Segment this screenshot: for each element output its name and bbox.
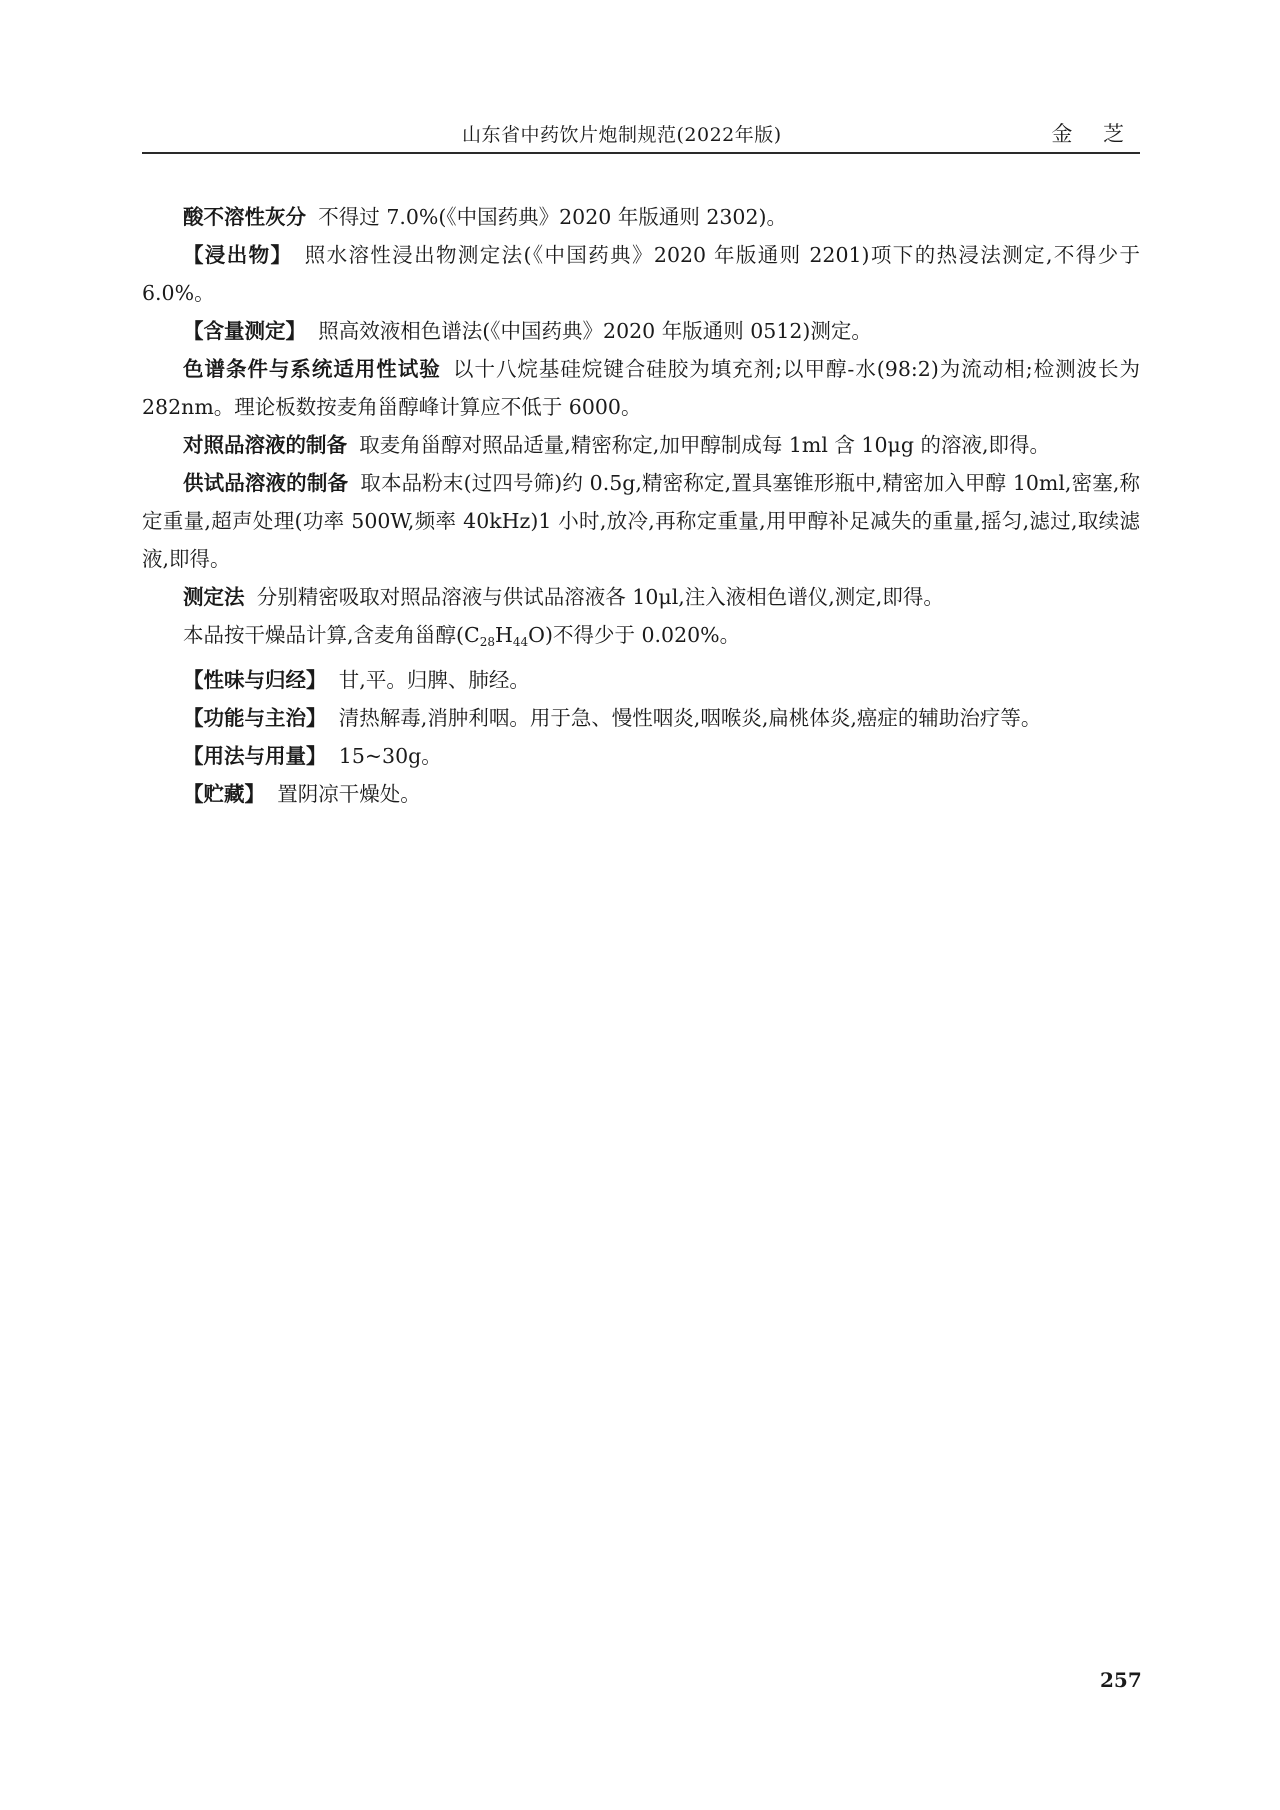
assay-text-pre: 本品按干燥品计算,含麦角甾醇(C [183, 623, 480, 647]
header-section-name: 金 芝 [1051, 122, 1136, 146]
page-number: 257 [1100, 1668, 1142, 1692]
paragraph-extract [142, 236, 1140, 312]
paragraph-dosage [142, 737, 1140, 775]
paragraph-text: 清热解毒,消肿利咽。用于急、慢性咽炎,咽喉炎,扁桃体炎,癌症的辅助治疗等。 [338, 706, 1042, 730]
paragraph-text: 不得过 7.0%(《中国药典》2020 年版通则 2302)。 [318, 205, 788, 229]
paragraph-assay [142, 312, 1140, 350]
paragraph-chromatography [142, 350, 1140, 426]
paragraph-text: 以十八烷基硅烷键合硅胶为填充剂;以甲醇-水(98:2)为流动相;检测波长为 282nm。理论板数按麦角甾醇峰计算应不低于 6000。 [142, 357, 1140, 419]
paragraph-reference-solution [142, 426, 1140, 464]
paragraph-assay-limit [142, 616, 1140, 661]
paragraph-label: 【贮藏】 [183, 782, 265, 806]
page-body [142, 198, 1140, 813]
paragraph-label: 【含量测定】 [183, 319, 306, 343]
paragraph-text: 取本品粉末(过四号筛)约 0.5g,精密称定,置具塞锥形瓶中,精密加入甲醇 10ml,密塞,称定重量,超声处理(功率 500W,频率 40kHz)1 小时,放冷,再称定重量,用甲醇补足减失的重量,摇匀,滤过,取续滤液,即得。 [142, 471, 1140, 571]
paragraph-label: 【用法与用量】 [183, 744, 327, 768]
paragraph-label: 【功能与主治】 [183, 706, 327, 730]
paragraph-function [142, 699, 1140, 737]
paragraph-label: 供试品溶液的制备 [183, 471, 349, 495]
paragraph-text: 置阴凉干燥处。 [277, 782, 421, 806]
paragraph-storage [142, 775, 1140, 813]
assay-text-post: O)不得少于 0.020%。 [528, 623, 741, 647]
formula-subscript-hydrogen: 44 [512, 635, 529, 649]
header-title: 山东省中药饮片炮制规范(2022年版) [462, 124, 782, 146]
paragraph-text: 照水溶性浸出物测定法(《中国药典》2020 年版通则 2201)项下的热浸法测定,不得少于 6.0%。 [142, 243, 1141, 305]
formula-subscript-carbon: 28 [479, 635, 495, 649]
paragraph-label: 对照品溶液的制备 [183, 433, 347, 457]
paragraph-acid-insoluble-ash [142, 198, 1140, 236]
paragraph-nature [142, 661, 1140, 699]
paragraph-label: 测定法 [183, 585, 245, 609]
paragraph-text: 照高效液相色谱法(《中国药典》2020 年版通则 0512)测定。 [318, 319, 872, 343]
assay-text-mid: H [494, 623, 513, 647]
paragraph-text: 分别精密吸取对照品溶液与供试品溶液各 10μl,注入液相色谱仪,测定,即得。 [256, 585, 944, 609]
page-header [142, 112, 1140, 154]
paragraph-text: 15~30g。 [338, 744, 442, 768]
paragraph-label: 酸不溶性灰分 [183, 205, 306, 229]
paragraph-text: 甘,平。归脾、肺经。 [338, 668, 530, 692]
paragraph-text: 取麦角甾醇对照品适量,精密称定,加甲醇制成每 1ml 含 10μg 的溶液,即得。 [359, 433, 1050, 457]
paragraph-label: 【浸出物】 [183, 243, 293, 267]
paragraph-procedure [142, 578, 1140, 616]
paragraph-test-solution [142, 464, 1140, 578]
paragraph-label: 【性味与归经】 [183, 668, 327, 692]
paragraph-label: 色谱条件与系统适用性试验 [183, 357, 441, 381]
